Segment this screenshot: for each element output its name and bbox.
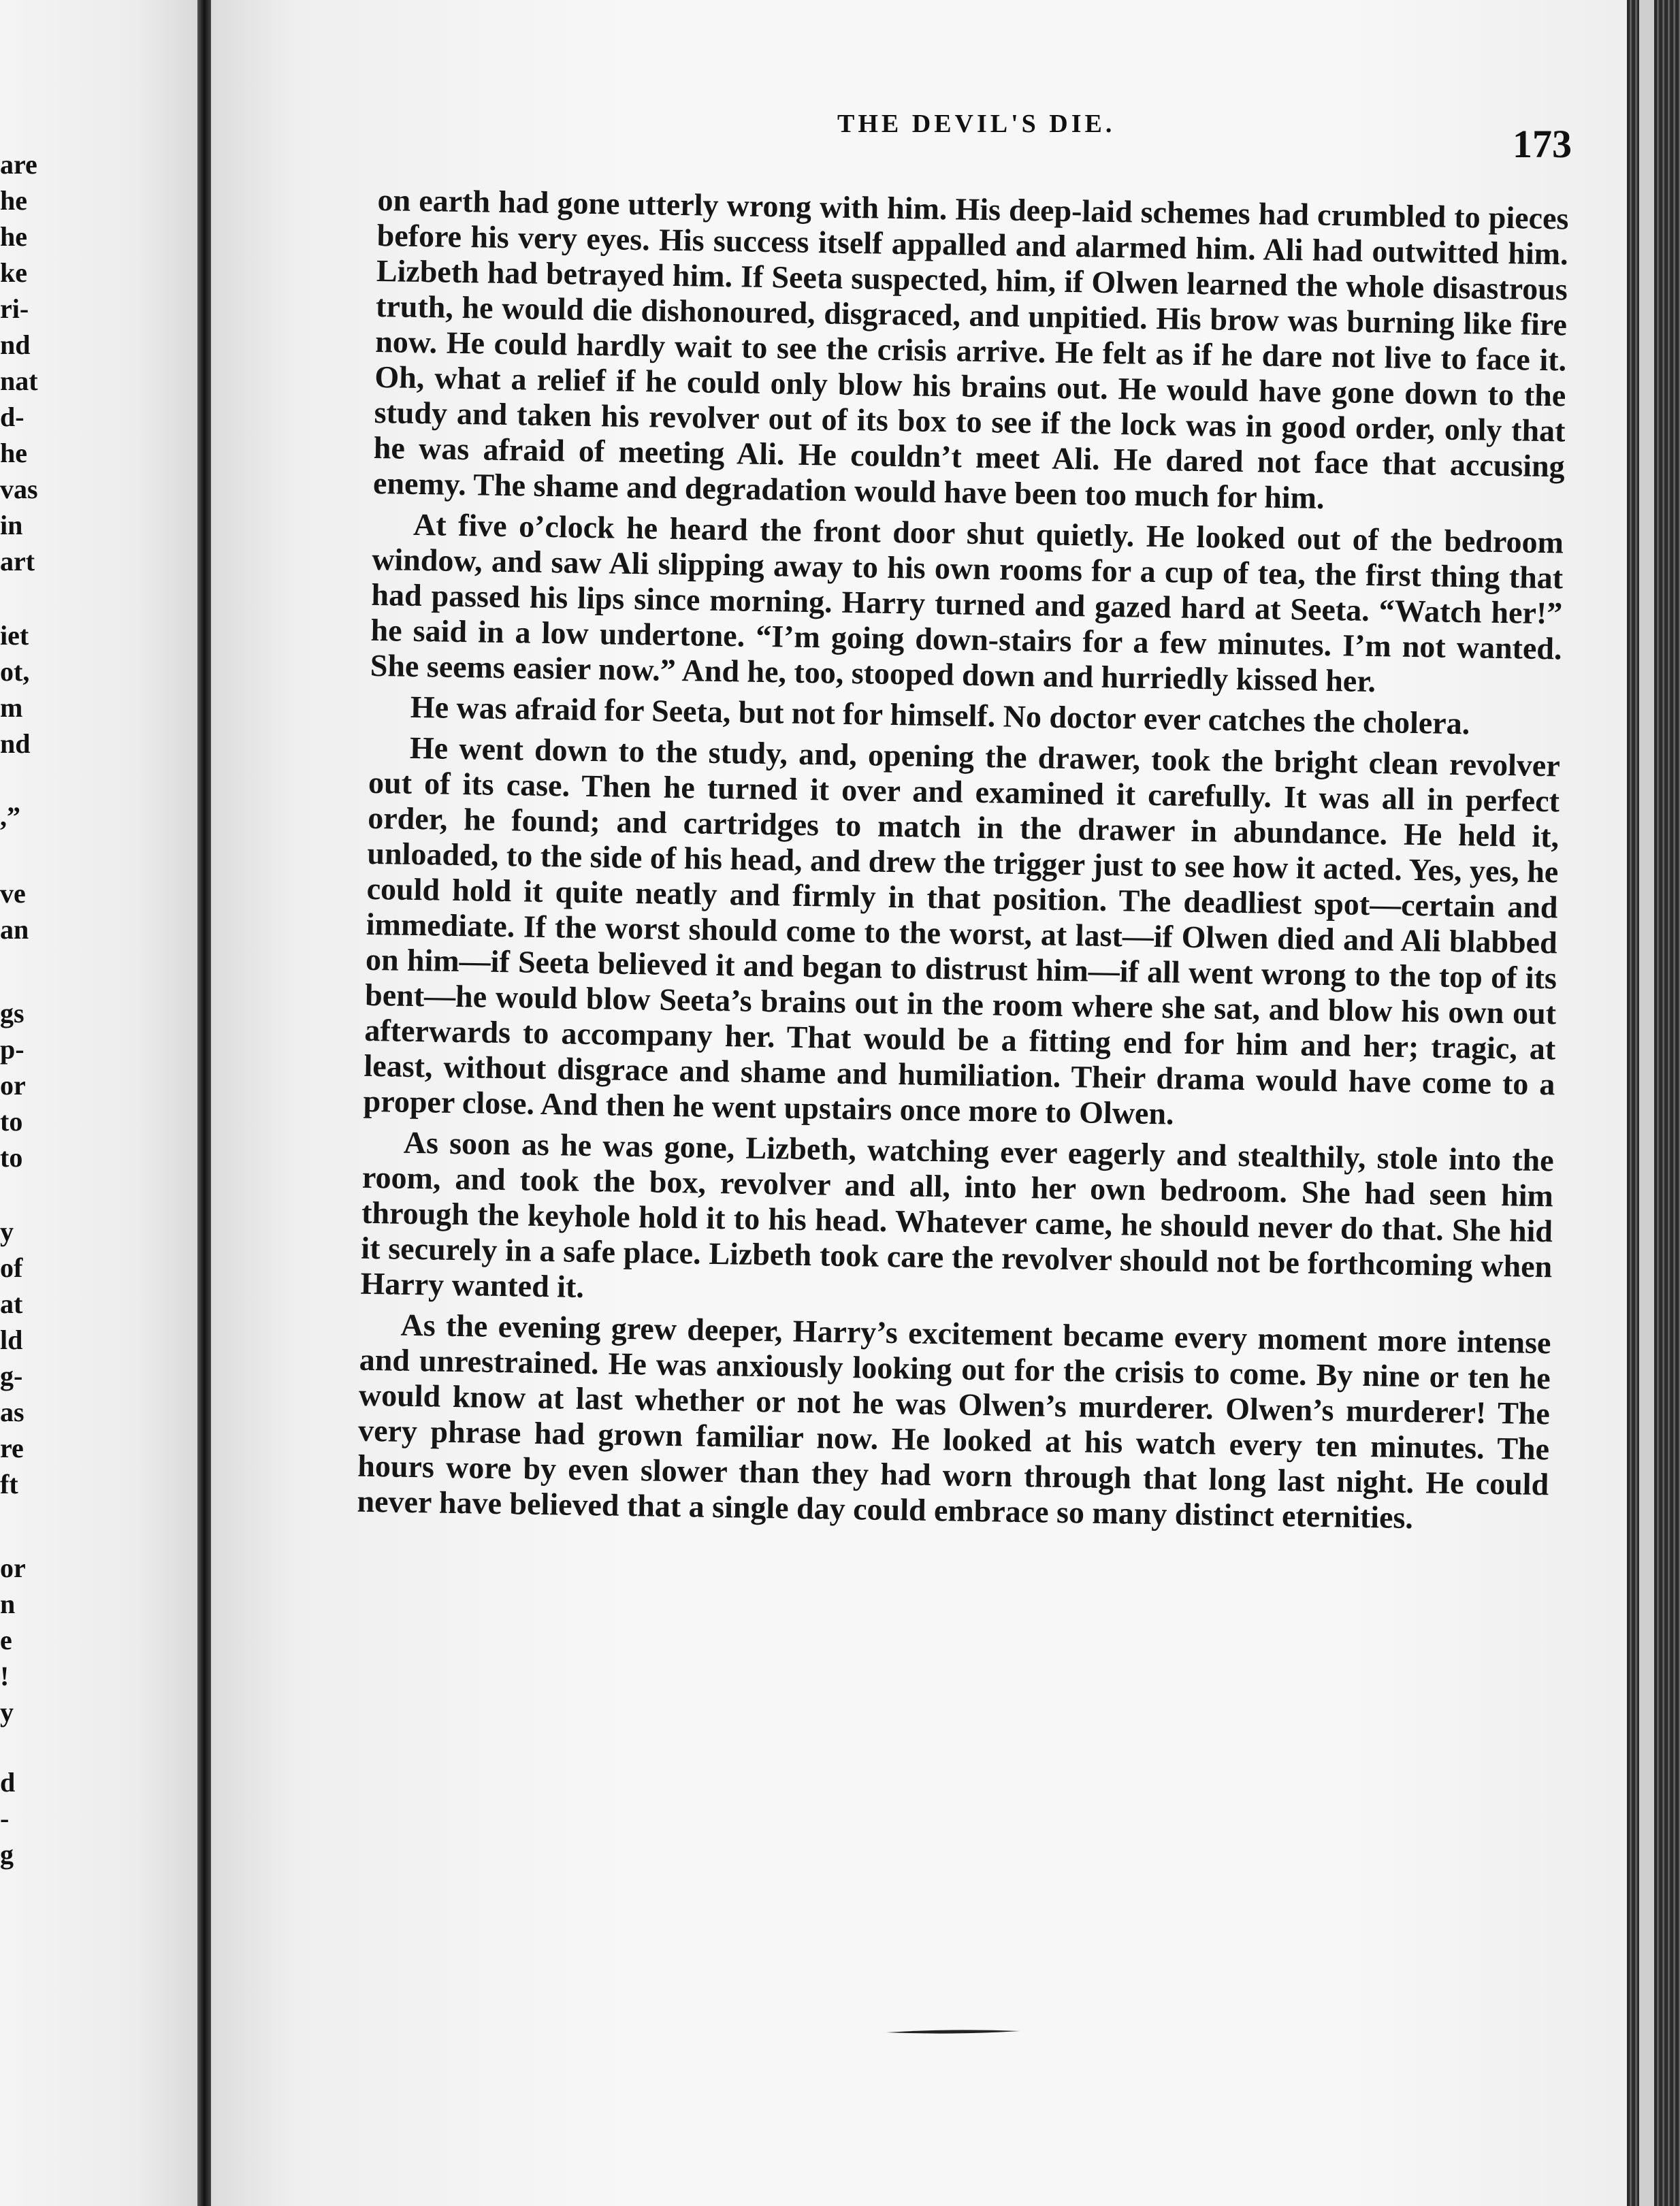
previous-page-fragment: he — [0, 438, 27, 468]
paragraph: He was afraid for Seeta, but not for himself. No doctor ever catches the cholera. — [410, 689, 1470, 741]
previous-page-fragment: y — [0, 1216, 14, 1247]
previous-page-fragment: d — [0, 1767, 16, 1798]
previous-page-fragment: he — [0, 185, 27, 216]
previous-page-fragment: ri- — [0, 293, 29, 324]
previous-page-fragment: g — [0, 1839, 14, 1870]
end-ornament — [885, 2028, 1021, 2035]
body-text — [357, 182, 1569, 1543]
paragraph: As soon as he was gone, Lizbeth, watching ever eagerly and stealthily, stole into the room, and took the box, revolver and all, into her own bedroom. She had seen him through the keyhole hold it to his head. Whatever came, he should never do that. She hid it securely in a safe place. Lizbeth took care the revolver should not be forthcoming when Harry wanted it. — [360, 1124, 1555, 1304]
previous-page-fragment: ,” — [0, 801, 20, 832]
previous-page-fragment: m — [0, 692, 23, 723]
previous-page-fragment: an — [0, 914, 29, 945]
previous-page-fragment: are — [0, 149, 37, 180]
paragraph: on earth had gone utterly wrong with him. His deep-laid schemes had crumbled to pieces before his very eyes. His success itself appalled and alarmed him. Ali had outwitted him. Lizbeth had betrayed him. If Seeta suspected, him, if Olwen learned the whole disastrous truth, he would die dishonoured, disgraced, and unpitied. His brow was burning like fire now. He could hardly wait to see the crisis arrive. He felt as if he dare not live to face it. Oh, what a relief if he could only blow his brains out. He would have gone down to the study and taken his revolver out of its box to see if the lock was in good order, only that he was afraid of meeting Ali. He couldn’t meet Ali. He dared not face that accusing enemy. The shame and degradation would have been too much for him. — [372, 182, 1569, 515]
previous-page-fragment: iet — [0, 620, 29, 651]
previous-page-fragment: y — [0, 1697, 14, 1728]
previous-page-fragment: to — [0, 1142, 23, 1173]
book-gutter — [197, 0, 211, 2206]
previous-page-fragment: re — [0, 1433, 24, 1463]
page-stack-edge — [1627, 0, 1680, 2206]
previous-page-fragment: d- — [0, 402, 25, 432]
running-head: THE DEVIL'S DIE. — [837, 110, 1116, 138]
previous-page-fragment: ! — [0, 1661, 10, 1691]
previous-page-fragment: he — [0, 221, 27, 252]
previous-page-fragment: ve — [0, 878, 26, 909]
previous-page-fragment: at — [0, 1288, 23, 1319]
page-number: 173 — [1513, 122, 1572, 166]
previous-page-fragment: ft — [0, 1469, 18, 1499]
paragraph: At five o’clock he heard the front door shut quietly. He looked out of the bedroom window, and saw Ali slipping away to his own rooms for a cup of tea, the first thing that had passed his lips since morning. Harry turned and gazed hard at Seeta. “Watch her!” he said in a low undertone. “I’m going down-stairs for a few minutes. I’m not wanted. She seems easier now.” And he, too, stooped down and hurriedly kissed her. — [370, 506, 1564, 699]
previous-page-fragment: g- — [0, 1361, 23, 1391]
previous-page-fragment: to — [0, 1106, 23, 1137]
previous-page-fragment: gs — [0, 998, 25, 1028]
previous-page-edge — [0, 0, 197, 2206]
previous-page-fragment: vas — [0, 474, 38, 504]
previous-page-fragment: of — [0, 1252, 23, 1283]
paragraph: As the evening grew deeper, Harry’s excitement became every moment more intense and unrestrained. He was anxiously looking out for the crisis to come. By nine or ten he would know at last whether or not he was Olwen’s murderer. Olwen’s murderer! The very phrase had grown familiar now. He looked at his watch every ten minutes. The hours wore by even slower than they had worn through that long last night. He could never have believed that a single day could embrace so many distinct eternities. — [357, 1307, 1551, 1536]
previous-page-fragment: or — [0, 1553, 26, 1583]
previous-page-fragment: nd — [0, 329, 31, 360]
paragraph: He went down to the study, and, opening the drawer, took the bright clean revolver out of its case. Then he turned it over and examined it carefully. It was all in perfect order, he found; and cartridges to match in the drawer in abundance. He held it, unloaded, to the side of his head, and drew the trigger just to see how it acted. Yes, yes, he could hold it quite neatly and firmly in that position. The deadliest spot—certain and immediate. If the worst should come to the worst, at last—if Olwen died and Ali blabbed on him—if Seeta believed it and began to distrust him—if all went wrong to the top of its bent—he would blow Seeta’s brains out in the room where she sat, and blow his own out afterwards to accompany her. That would be a fitting end for him and her; tragic, at least, without disgrace and shame and humiliation. Their drama would have come to a proper close. And then he went upstairs once more to Olwen. — [363, 730, 1561, 1131]
previous-page-fragment: ot, — [0, 656, 30, 687]
previous-page-fragment: n — [0, 1589, 16, 1619]
previous-page-fragment: nat — [0, 366, 38, 396]
previous-page-fragment: e — [0, 1625, 12, 1655]
previous-page-fragment: nd — [0, 728, 31, 759]
previous-page-fragment: art — [0, 546, 35, 577]
previous-page-fragment: or — [0, 1070, 26, 1101]
previous-page-fragment: p- — [0, 1034, 25, 1065]
previous-page-fragment: in — [0, 510, 23, 540]
previous-page-fragment: ld — [0, 1325, 23, 1355]
previous-page-fragment: as — [0, 1397, 25, 1427]
previous-page-fragment: ke — [0, 257, 27, 288]
previous-page-fragment: - — [0, 1803, 10, 1834]
